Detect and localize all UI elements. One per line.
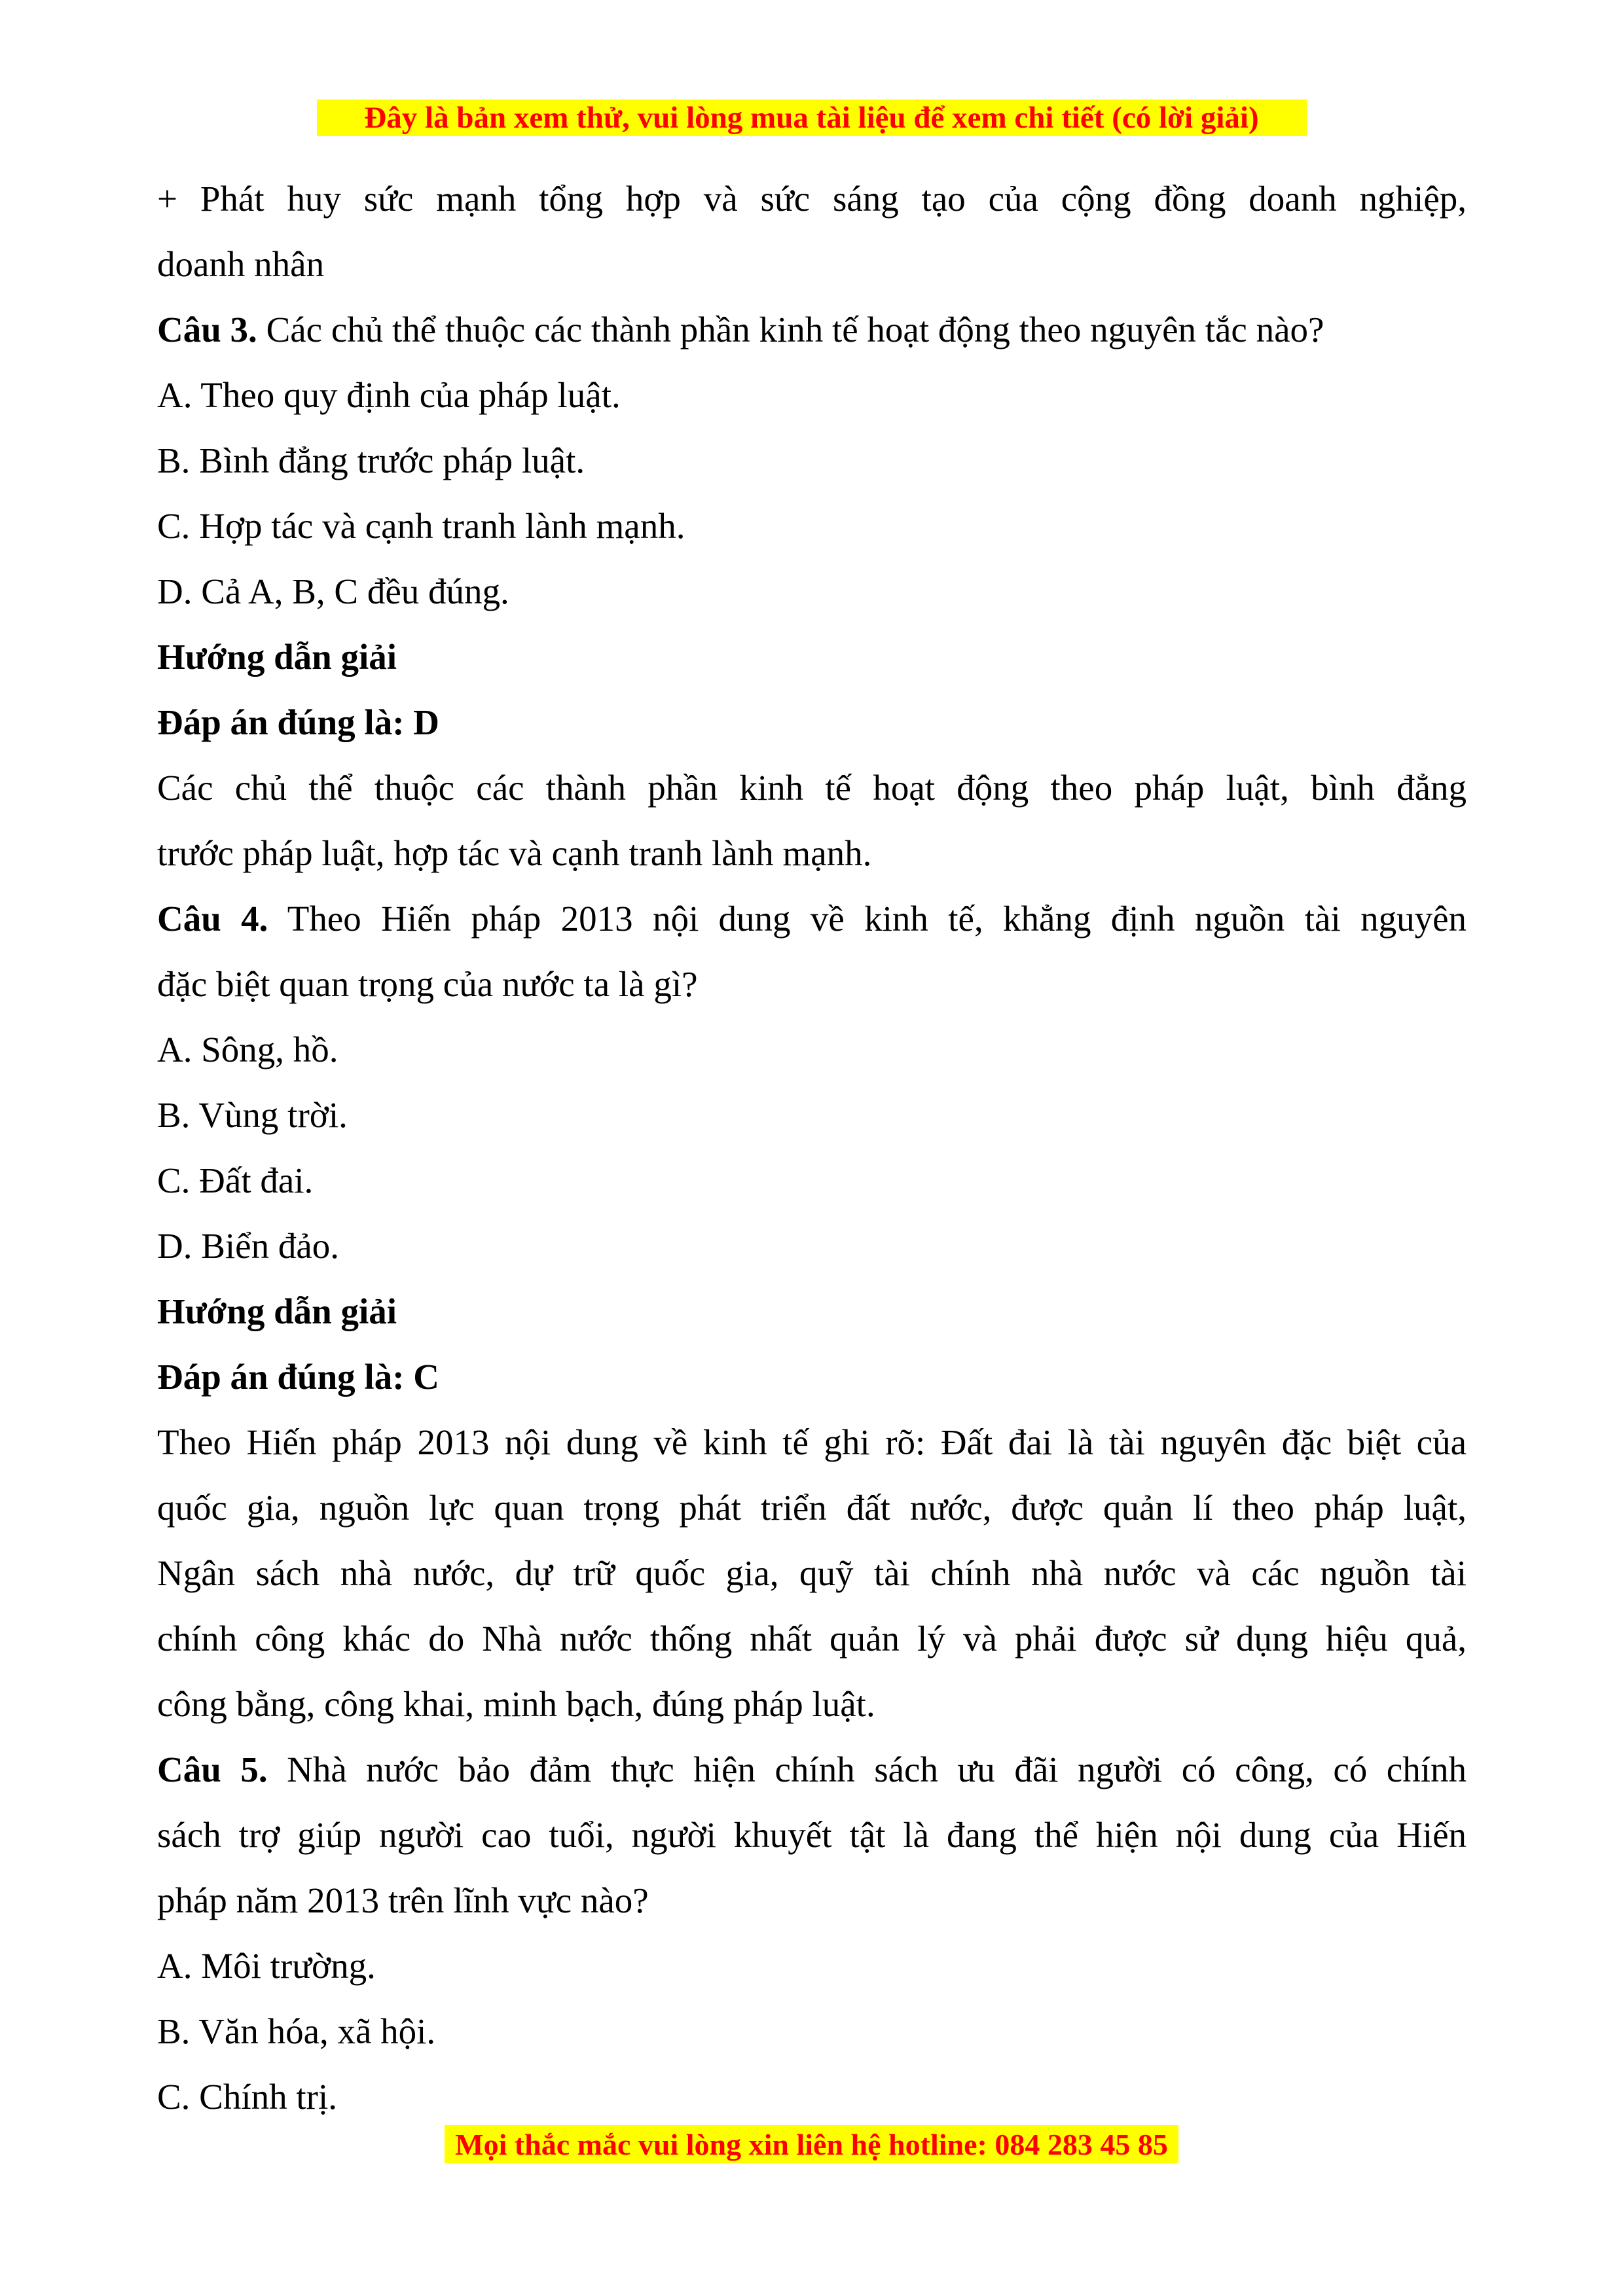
body-text-segment: chính công khác do Nhà nước thống nhất quản lý và phải được sử dụng hiệu quả, [157, 1619, 1467, 1659]
body-text-segment: Nhà nước bảo đảm thực hiện chính sách ưu đãi người có công, có chính [267, 1749, 1467, 1789]
body-line [157, 624, 1467, 690]
body-line [157, 1213, 1467, 1279]
body-text-segment: A. Theo quy định của pháp luật. [157, 375, 621, 415]
body-line [157, 690, 1467, 755]
body-text-segment: A. Sông, hồ. [157, 1030, 338, 1069]
body-text-segment: quốc gia, nguồn lực quan trọng phát triển đất nước, được quản lí theo pháp luật, [157, 1488, 1467, 1528]
body-text-segment: D. Cả A, B, C đều đúng. [157, 571, 509, 611]
body-line [157, 232, 1467, 297]
document-body [157, 166, 1467, 2130]
body-line [157, 493, 1467, 559]
body-line [157, 2064, 1467, 2130]
body-line [157, 1999, 1467, 2064]
body-line [157, 1606, 1467, 1672]
body-line [157, 1017, 1467, 1083]
body-line [157, 428, 1467, 493]
body-text-segment-bold: Câu 3. [157, 310, 257, 350]
body-text-segment: pháp năm 2013 trên lĩnh vực nào? [157, 1880, 649, 1920]
body-line [157, 1737, 1467, 1803]
body-line [157, 755, 1467, 821]
body-text-segment: B. Văn hóa, xã hội. [157, 2011, 436, 2051]
body-text-segment-bold: Câu 5. [157, 1749, 268, 1789]
body-text-segment: trước pháp luật, hợp tác và cạnh tranh lành mạnh. [157, 833, 872, 873]
body-text-segment: D. Biển đảo. [157, 1226, 340, 1266]
body-text-segment: sách trợ giúp người cao tuổi, người khuyết tật là đang thể hiện nội dung của Hiến [157, 1815, 1467, 1855]
body-text-segment-bold: Đáp án đúng là: D [157, 702, 439, 742]
body-text-segment: C. Đất đai. [157, 1160, 314, 1200]
body-line [157, 1344, 1467, 1410]
body-line [157, 1933, 1467, 1999]
body-text-segment-bold: Đáp án đúng là: C [157, 1357, 439, 1397]
body-text-segment: A. Môi trường. [157, 1946, 376, 1986]
body-text-segment: đặc biệt quan trọng của nước ta là gì? [157, 964, 698, 1004]
body-text-segment: Theo Hiến pháp 2013 nội dung về kinh tế, khẳng định nguồn tài nguyên [268, 899, 1467, 939]
body-line [157, 1083, 1467, 1148]
hotline-notice-text: Mọi thắc mắc vui lòng xin liên hệ hotline: 084 283 45 85 [445, 2125, 1178, 2163]
body-line [157, 1410, 1467, 1475]
body-line [157, 1672, 1467, 1737]
body-line [157, 952, 1467, 1017]
body-text-segment: Ngân sách nhà nước, dự trữ quốc gia, quỹ tài chính nhà nước và các nguồn tài [157, 1553, 1467, 1593]
body-text-segment: B. Bình đẳng trước pháp luật. [157, 440, 585, 480]
body-line [157, 1803, 1467, 1868]
body-text-segment: công bằng, công khai, minh bạch, đúng pháp luật. [157, 1684, 875, 1724]
body-text-segment-bold: Câu 4. [157, 899, 268, 939]
body-text-segment: C. Hợp tác và cạnh tranh lành mạnh. [157, 506, 685, 546]
preview-notice-text: Đây là bản xem thử, vui lòng mua tài liệu để xem chi tiết (có lời giải) [364, 101, 1259, 135]
preview-notice-banner [317, 99, 1307, 136]
body-line [157, 297, 1467, 363]
body-text-segment: Theo Hiến pháp 2013 nội dung về kinh tế ghi rõ: Đất đai là tài nguyên đặc biệt của [157, 1422, 1467, 1462]
body-text-segment: doanh nhân [157, 244, 325, 284]
body-line [157, 886, 1467, 952]
hotline-banner-row [0, 2125, 1623, 2163]
body-text-segment: Các chủ thể thuộc các thành phần kinh tế hoạt động theo pháp luật, bình đẳng [157, 768, 1467, 808]
body-line [157, 363, 1467, 428]
body-text-segment: + Phát huy sức mạnh tổng hợp và sức sáng tạo của cộng đồng doanh nghiệp, [157, 179, 1467, 219]
body-line [157, 1279, 1467, 1344]
body-text-segment-bold: Hướng dẫn giải [157, 637, 397, 677]
body-text-segment: B. Vùng trời. [157, 1095, 348, 1135]
body-line [157, 1541, 1467, 1606]
body-line [157, 559, 1467, 624]
body-line [157, 166, 1467, 232]
body-line [157, 1868, 1467, 1933]
body-text-segment-bold: Hướng dẫn giải [157, 1291, 397, 1331]
body-line [157, 821, 1467, 886]
body-text-segment: Các chủ thể thuộc các thành phần kinh tế hoạt động theo nguyên tắc nào? [257, 310, 1324, 350]
body-line [157, 1148, 1467, 1213]
body-line [157, 1475, 1467, 1541]
body-text-segment: C. Chính trị. [157, 2077, 338, 2117]
